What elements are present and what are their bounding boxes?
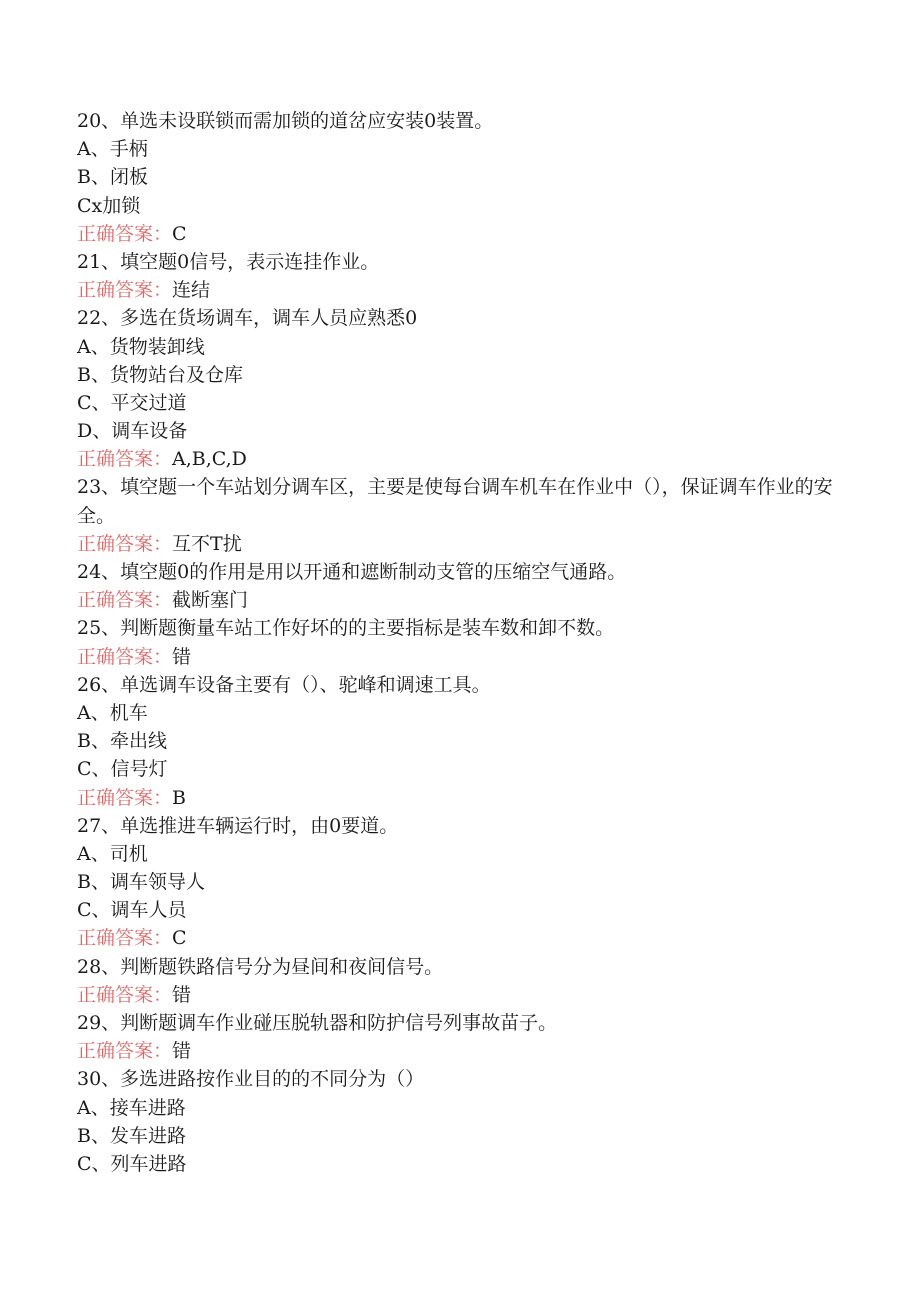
option-line: B、货物站台及仓库 — [77, 363, 243, 386]
answer-value: C — [172, 222, 187, 245]
answer-label: 正确答案： — [77, 532, 173, 555]
question-line: 21、填空题0信号，表示连挂作业。 — [77, 250, 380, 273]
option-line: B、牵出线 — [77, 730, 167, 753]
answer-value: 错 — [172, 645, 192, 668]
question-line: 26、单选调车设备主要有（）、驼峰和调速工具。 — [77, 673, 491, 696]
question-line: 29、判断题调车作业碰压脱轨器和防护信号列事故苗子。 — [77, 1012, 558, 1035]
option-line: C、列车进路 — [77, 1152, 187, 1175]
option-line: A、接车进路 — [77, 1096, 186, 1119]
option-line: A、手柄 — [77, 138, 148, 161]
answer-label: 正确答案： — [77, 927, 173, 950]
answer-line — [77, 530, 847, 558]
answer-label: 正确答案： — [77, 279, 173, 302]
option-line: B、闭板 — [77, 166, 148, 189]
answer-line — [77, 586, 847, 614]
question-line: 28、判断题铁路信号分为昼间和夜间信号。 — [77, 955, 444, 978]
option-line: Cx加锁 — [77, 194, 141, 217]
answer-label: 正确答案： — [77, 983, 173, 1006]
question-line: 25、判断题衡量车站工作好坏的的主要指标是装车数和卸不数。 — [77, 617, 615, 640]
answer-label: 正确答案： — [77, 645, 173, 668]
answer-line — [77, 220, 847, 248]
option-line: A、司机 — [77, 842, 148, 865]
answer-value: 错 — [172, 1040, 192, 1063]
answer-line — [77, 784, 847, 812]
option-line: D、调车设备 — [77, 420, 188, 443]
option-line: B、调车领导人 — [77, 871, 205, 894]
question-line: 27、单选推进车辆运行时，由0要道。 — [77, 814, 399, 837]
answer-value: B — [172, 786, 186, 809]
answer-label: 正确答案： — [77, 786, 173, 809]
answer-line — [77, 643, 847, 671]
answer-line — [77, 445, 847, 473]
option-line: C、调车人员 — [77, 899, 187, 922]
document-page — [77, 107, 847, 1178]
answer-label: 正确答案： — [77, 1040, 173, 1063]
option-line: B、发车进路 — [77, 1124, 186, 1147]
answer-label: 正确答案： — [77, 589, 173, 612]
option-line: A、货物装卸线 — [77, 335, 205, 358]
option-line: C、信号灯 — [77, 758, 168, 781]
answer-line — [77, 1037, 847, 1065]
answer-value: A,B,C,D — [172, 448, 247, 471]
answer-value: 错 — [172, 983, 192, 1006]
answer-value: 连结 — [172, 279, 211, 302]
answer-value: C — [172, 927, 187, 950]
answer-value: 截断塞门 — [172, 589, 249, 612]
question-line: 20、单选未设联锁而需加锁的道岔应安装0装置。 — [77, 110, 494, 132]
option-line: A、机车 — [77, 701, 148, 724]
answer-label: 正确答案： — [77, 222, 173, 245]
question-line: 23、填空题一个车站划分调车区，主要是使每台调车机车在作业中（），保证调车作业的安全。 — [77, 476, 833, 527]
option-line: C、平交过道 — [77, 391, 187, 414]
answer-line — [77, 276, 847, 304]
question-line: 22、多选在货场调车，调车人员应熟悉0 — [77, 307, 418, 330]
answer-value: 互不T扰 — [172, 532, 242, 555]
question-line: 24、填空题0的作用是用以开通和遮断制动支管的压缩空气通路。 — [77, 561, 627, 584]
answer-line — [77, 981, 847, 1009]
question-line: 30、多选进路按作业目的的不同分为（） — [77, 1068, 425, 1091]
answer-line — [77, 924, 847, 952]
answer-label: 正确答案： — [77, 448, 173, 471]
